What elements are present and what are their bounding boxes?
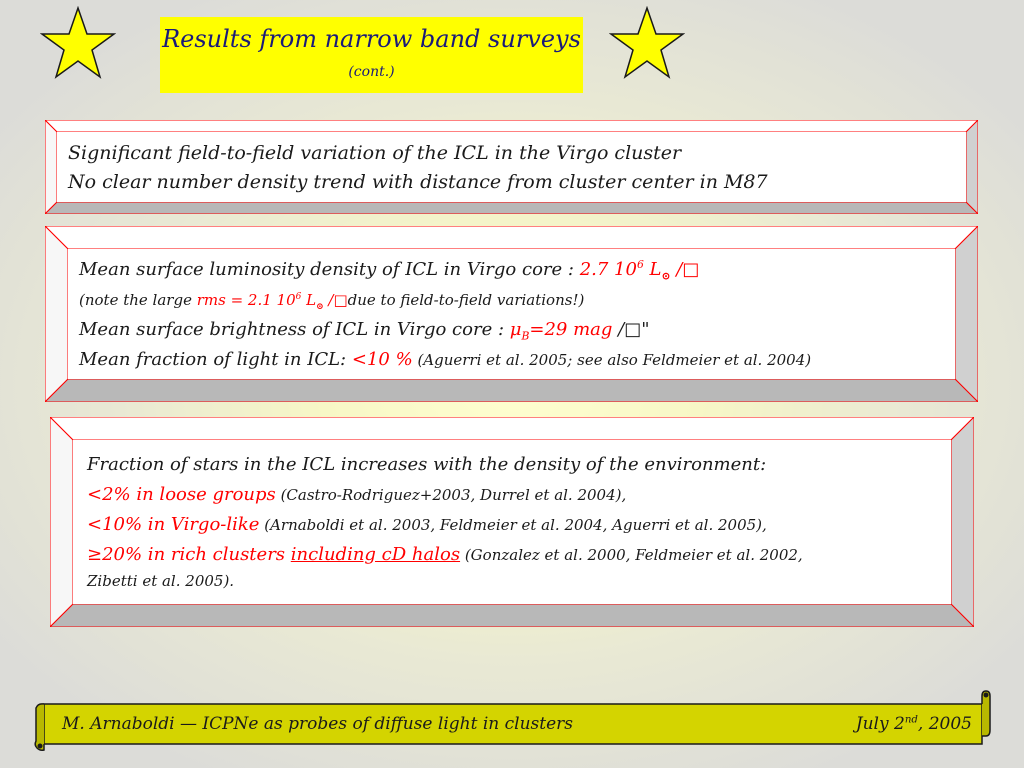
virgo-like-line: <10% in Virgo-like (Arnaboldi et al. 2003, Feldmeier et al. 2004, Aguerri et al. 2005),: [87, 514, 767, 535]
light-fraction-value: <10 %: [351, 349, 413, 370]
rich-clusters-reference-cont: Zibetti et al. 2005).: [87, 572, 235, 590]
finding-line-density-trend: No clear number density trend with distance from cluster center in M87: [68, 171, 768, 193]
loose-groups-value: <2% in loose groups: [87, 484, 276, 505]
footer-author-talk: M. Arnaboldi — ICPNe as probes of diffuse light in clusters: [62, 714, 573, 734]
finding-box-virgo-core: [45, 226, 978, 402]
luminosity-density-line: Mean surface luminosity density of ICL in Virgo core : 2.7 $10^6$ $L_⊙$ /□: [79, 258, 700, 283]
slide-title-sub: (cont.): [348, 64, 395, 80]
rms-value: rms = 2.1 $10^6$ $L_⊙$ /□: [196, 291, 348, 312]
environment-intro-line: Fraction of stars in the ICL increases with the density of the environment:: [87, 454, 767, 475]
slide-title-main: Results from narrow band surveys: [162, 25, 581, 53]
rms-note-line: (note the large rms = 2.1 $10^6$ $L_⊙$ /□due to field-to-field variations!): [79, 291, 585, 312]
loose-groups-line: <2% in loose groups (Castro-Rodriguez+2003, Durrel et al. 2004),: [87, 484, 627, 505]
rich-clusters-line: ≥20% in rich clusters including cD halos (Gonzalez et al. 2000, Feldmeier et al. 2002,: [87, 544, 803, 565]
luminosity-density-value: 2.7 $10^6$ $L_⊙$ /□: [579, 258, 700, 283]
light-fraction-reference: (Aguerri et al. 2005; see also Feldmeier et al. 2004): [412, 351, 812, 369]
surface-brightness-line: Mean surface brightness of ICL in Virgo core : $\mu_B=29$ mag /□": [79, 319, 650, 343]
rich-clusters-value: ≥20% in rich clusters: [87, 544, 291, 565]
star-right-icon: [609, 6, 685, 80]
finding-line-variation: Significant field-to-field variation of the ICL in the Virgo cluster: [68, 142, 682, 164]
slide-title: [160, 17, 583, 93]
light-fraction-line: Mean fraction of light in ICL: <10 % (Aguerri et al. 2005; see also Feldmeier et al. 2004): [79, 349, 812, 370]
footer-date: July 2nd, 2005: [855, 714, 972, 734]
star-left-icon: [40, 6, 116, 80]
finding-box-virgo-variation: [45, 120, 978, 214]
finding-box-environment: [50, 417, 974, 627]
surface-brightness-value: $\mu_B=29$ mag: [509, 319, 619, 343]
cd-halos-emphasis: including cD halos: [290, 544, 461, 565]
footer-banner: [32, 690, 994, 752]
virgo-like-value: <10% in Virgo-like: [87, 514, 260, 535]
